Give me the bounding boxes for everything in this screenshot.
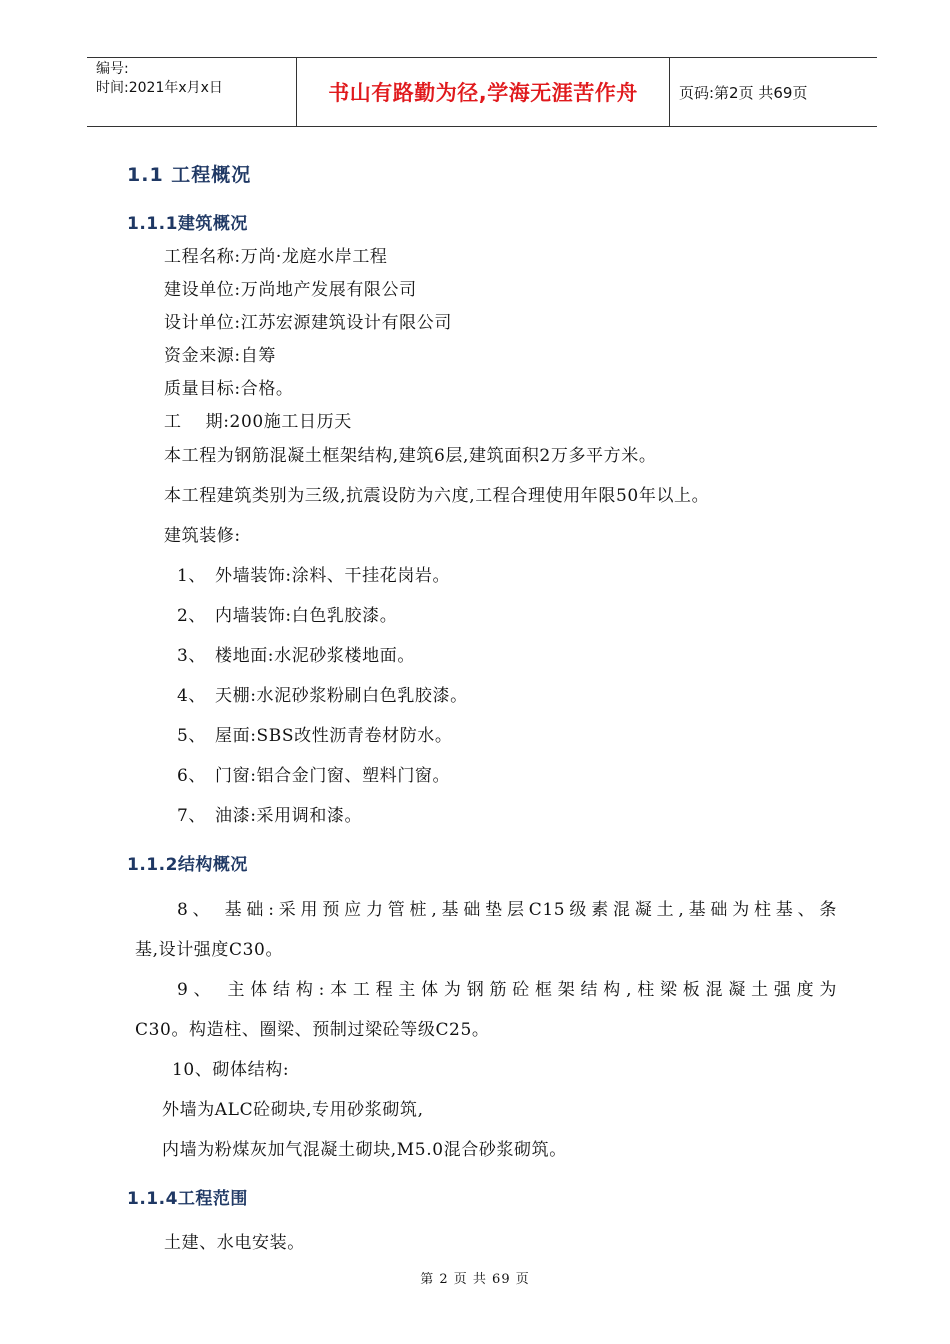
header-page-label: 页码:第2页 共69页 [679, 83, 808, 102]
list-item-text: 门窗:铝合金门窗、塑料门窗。 [215, 766, 451, 786]
line-building-class: 本工程建筑类别为三级,抗震设防为六度,工程合理使用年限50年以上。 [164, 486, 710, 506]
line-inner-wall: 内墙为粉煤灰加气混凝土砌块,M5.0混合砂浆砌筑。 [162, 1140, 567, 1160]
line-funding: 资金来源:自筹 [164, 346, 276, 366]
paragraph-foundation-line2: 基,设计强度C30。 [135, 940, 284, 960]
section-title: 1.1 工程概况 [127, 164, 252, 186]
page-header [87, 57, 877, 127]
heading-project-scope: 1.1.4工程范围 [127, 1189, 248, 1209]
line-decoration-heading: 建筑装修: [164, 526, 241, 546]
list-item-number: 3、 [177, 646, 207, 666]
line-scope: 土建、水电安装。 [164, 1233, 305, 1253]
line-quality: 质量目标:合格。 [164, 379, 294, 399]
heading-structure-overview: 1.1.2结构概况 [127, 855, 248, 875]
list-item [177, 601, 397, 626]
list-item [177, 761, 450, 786]
paragraph-main-structure-line2: C30。构造柱、圈梁、预制过梁砼等级C25。 [135, 1020, 490, 1040]
list-item-text: 天棚:水泥砂浆粉刷白色乳胶漆。 [215, 686, 468, 706]
list-item [177, 681, 468, 706]
paragraph-foundation-line1: 8、 基础:采用预应力管桩,基础垫层C15级素混凝土,基础为柱基、条 [177, 900, 837, 920]
header-meta [87, 58, 297, 126]
list-item-text: 外墙装饰:涂料、干挂花岗岩。 [215, 566, 451, 586]
line-project-name: 工程名称:万尚·龙庭水岸工程 [164, 247, 388, 267]
list-item-number: 6、 [177, 766, 207, 786]
paragraph-main-structure-line1: 9、 主体结构:本工程主体为钢筋砼框架结构,柱梁板混凝土强度为 [177, 980, 837, 1000]
line-structure-summary: 本工程为钢筋混凝土框架结构,建筑6层,建筑面积2万多平方米。 [164, 446, 657, 466]
page-footer: 第 2 页 共 69 页 [420, 1272, 530, 1287]
list-item-text: 屋面:SBS改性沥青卷材防水。 [215, 726, 453, 746]
list-item [177, 641, 415, 666]
heading-building-overview: 1.1.1建筑概况 [127, 214, 248, 234]
line-designer: 设计单位:江苏宏源建筑设计有限公司 [164, 313, 452, 333]
list-item-text: 楼地面:水泥砂浆楼地面。 [215, 646, 415, 666]
list-item-number: 7、 [177, 806, 207, 826]
header-time-label: 时间:2021年x月x日 [96, 80, 223, 96]
line-developer: 建设单位:万尚地产发展有限公司 [164, 280, 417, 300]
header-number-label: 编号: [96, 61, 129, 77]
list-item [177, 561, 450, 586]
list-item-number: 2、 [177, 606, 207, 626]
header-motto: 书山有路勤为径,学海无涯苦作舟 [297, 58, 670, 126]
list-item-number: 4、 [177, 686, 207, 706]
list-item-text: 油漆:采用调和漆。 [215, 806, 363, 826]
list-item-number: 1、 [177, 566, 207, 586]
list-item [177, 801, 362, 826]
list-item-number: 5、 [177, 726, 207, 746]
paragraph-masonry-heading: 10、砌体结构: [172, 1060, 290, 1080]
list-item [177, 721, 453, 746]
list-item-text: 内墙装饰:白色乳胶漆。 [215, 606, 398, 626]
line-outer-wall: 外墙为ALC砼砌块,专用砂浆砌筑, [162, 1100, 424, 1120]
line-duration: 工 期:200施工日历天 [164, 412, 352, 432]
